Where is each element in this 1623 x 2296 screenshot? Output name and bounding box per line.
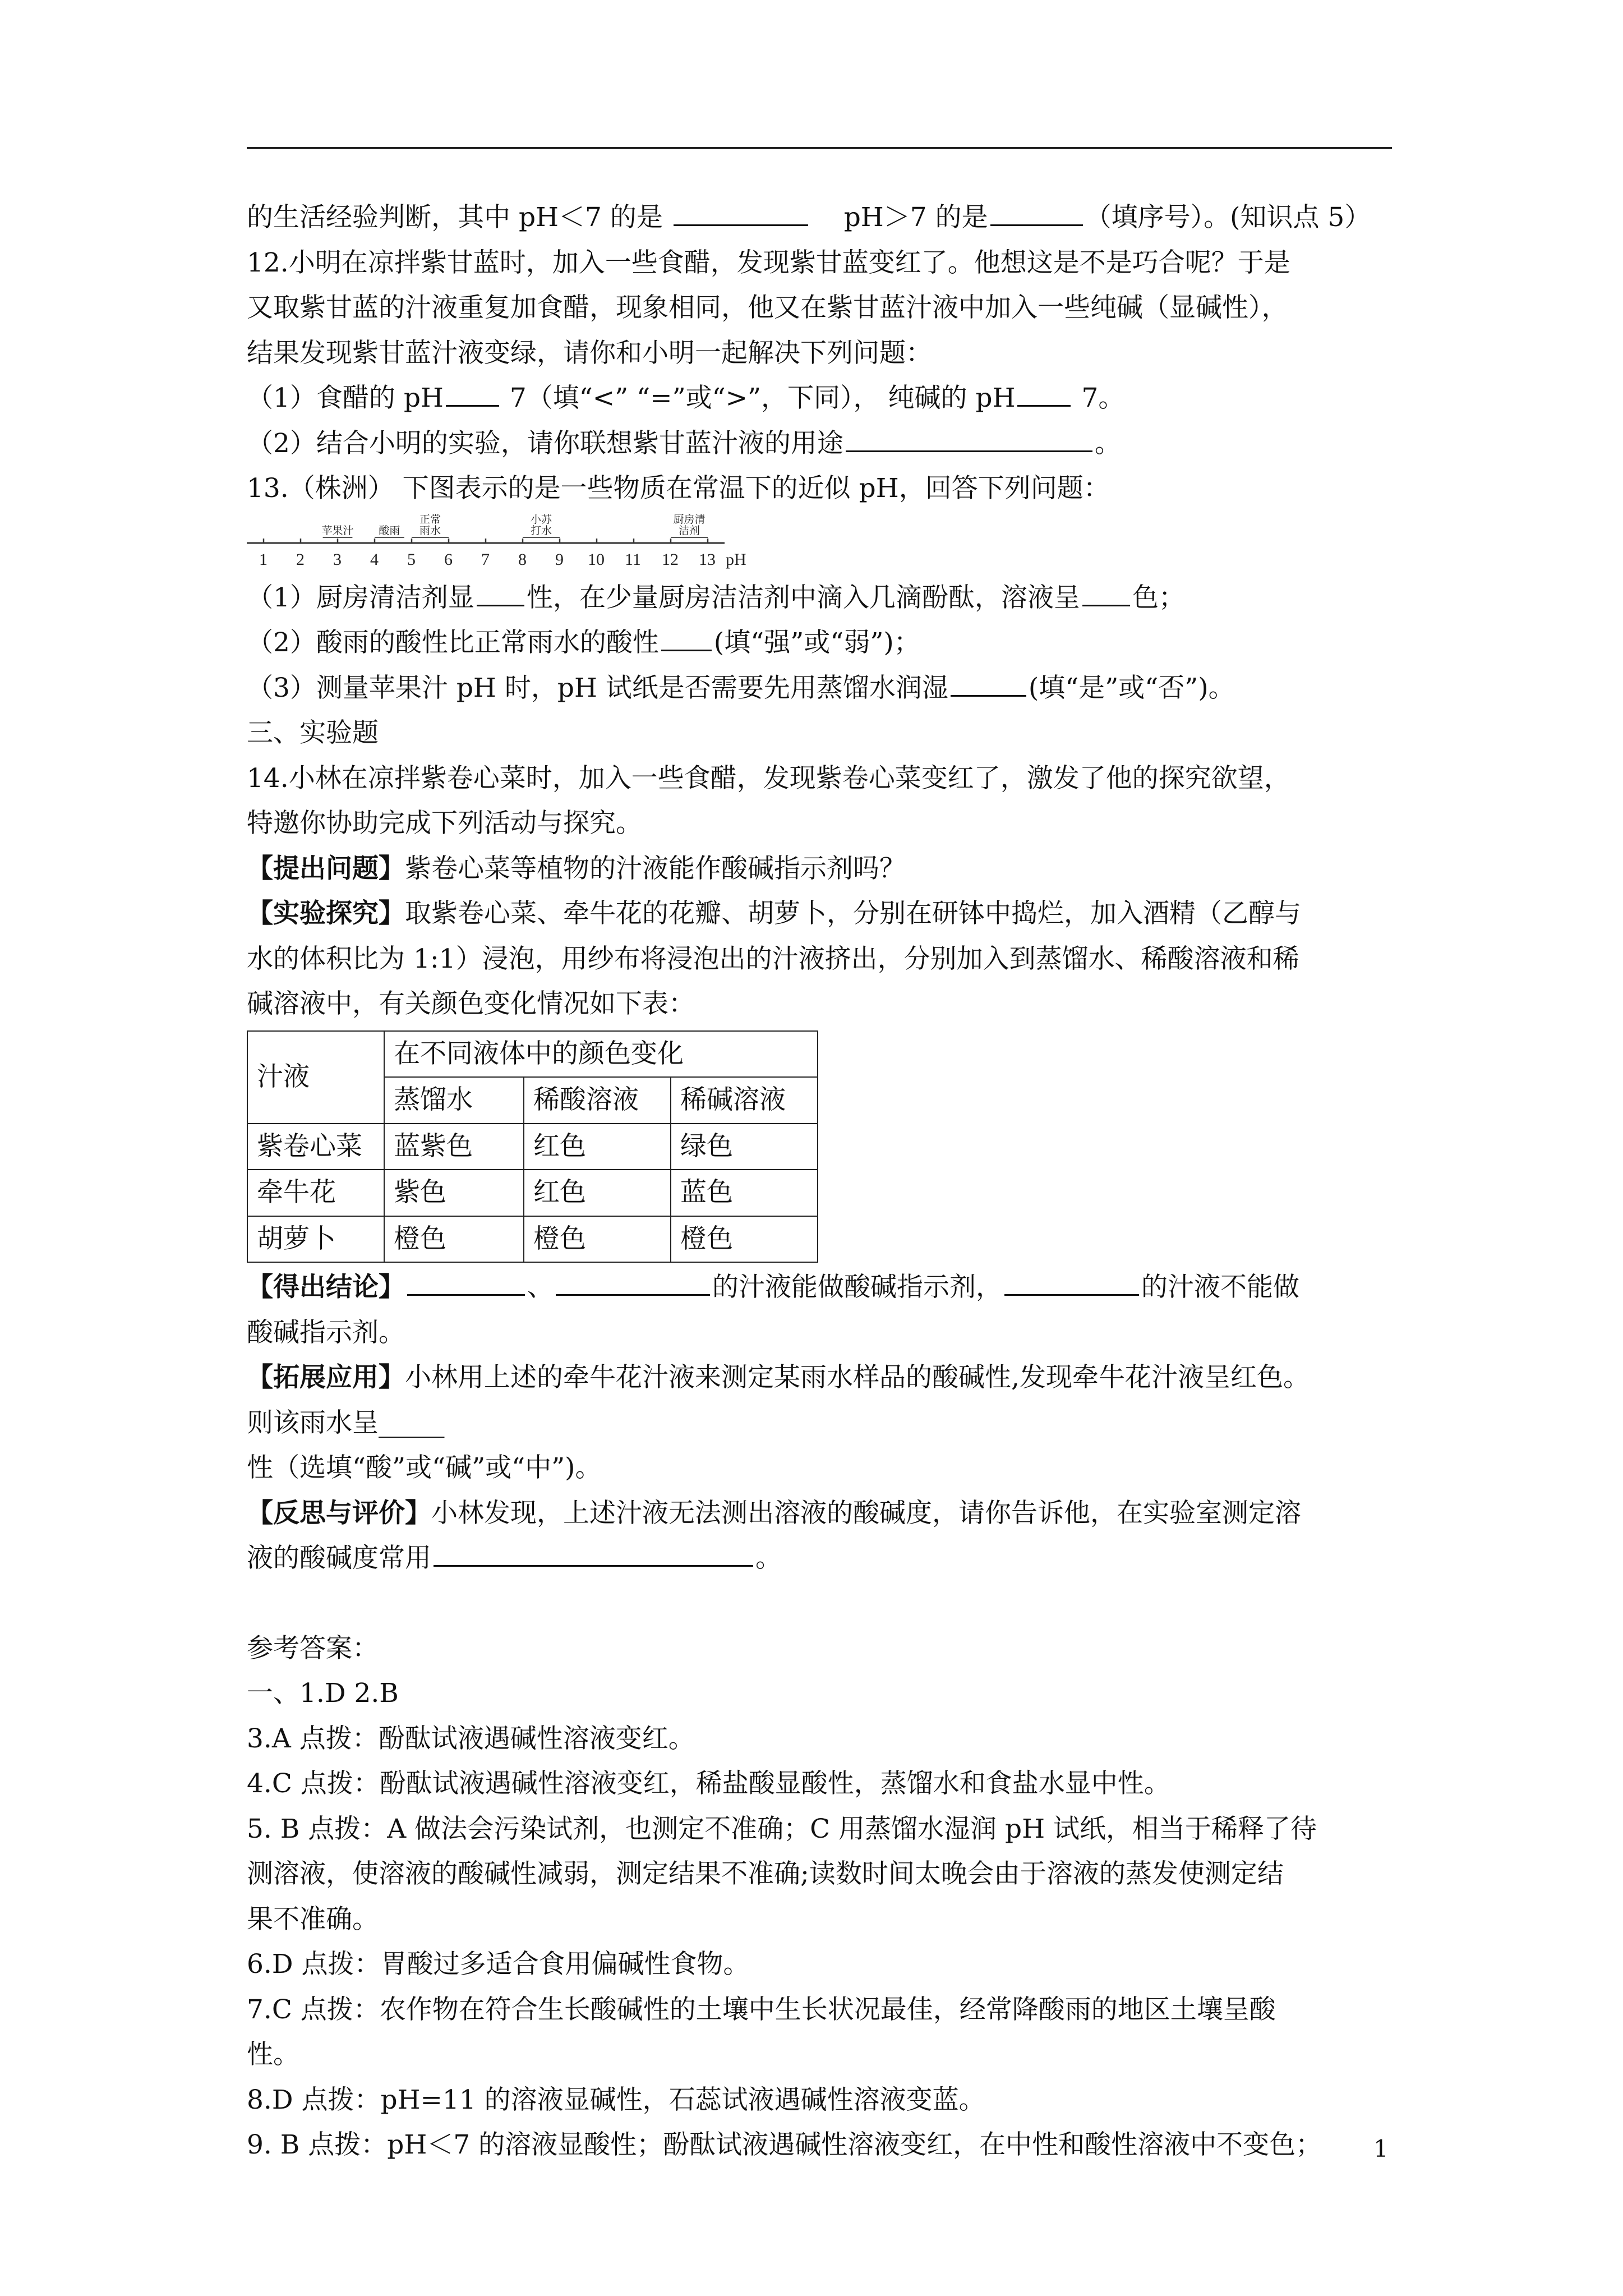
table-cell: 蓝色 <box>671 1170 818 1216</box>
q14-line-5: 水的体积比为 1:1）浸泡，用纱布将浸泡出的汁液挤出，分别加入到蒸馏水、稀酸溶液和稀 <box>247 943 1299 974</box>
ph-tick-label: 6 <box>444 550 453 569</box>
ph-tick-label: 9 <box>555 550 564 569</box>
q13-line-4: （3）测量苹果汁 pH 时，pH 试纸是否需要先用蒸馏水润湿 (填“是”或“否”)。 <box>247 666 1396 711</box>
page-number: 1 <box>1373 2135 1389 2162</box>
table-cell: 蓝紫色 <box>384 1124 524 1170</box>
ph-tick-label: 4 <box>370 550 379 569</box>
answer-line: 3.A 点拨：酚酞试液遇碱性溶液变红。 <box>247 1723 695 1754</box>
ph-tick-label: 7 <box>481 550 490 569</box>
answer-line: 5. B 点拨：A 做法会污染试剂，也测定不准确；C 用蒸馏水湿润 pH 试纸，相当于稀释了待 <box>247 1813 1317 1844</box>
table-header-cell: 蒸馏水 <box>384 1077 524 1124</box>
answer-blank[interactable] <box>1017 377 1071 407</box>
q14-line-4: 【实验探究】取紫卷心菜、牵牛花的花瓣、胡萝卜，分别在研钵中捣烂，加入酒精（乙醇与 <box>247 898 1301 929</box>
table-header-cell: 稀酸溶液 <box>524 1077 671 1124</box>
q14-line-2: 特邀你协助完成下列活动与探究。 <box>247 808 642 839</box>
q12-line-2: 又取紫甘蓝的汁液重复加食醋，现象相同，他又在紫甘蓝汁液中加入一些纯碱（显碱性）， <box>247 292 1288 323</box>
q12-line-3: 结果发现紫甘蓝汁液变绿，请你和小明一起解决下列问题： <box>247 337 932 369</box>
q13-line-2: （1）厨房清洁剂显 性，在少量厨房洁洁剂中滴入几滴酚酞，溶液呈 色； <box>247 576 1396 621</box>
ph-range-label: 酸雨 <box>379 524 400 537</box>
answer-line: 测溶液，使溶液的酸碱性减弱，测定结果不准确;读数时间太晚会由于溶液的蒸发使测定结 <box>247 1858 1284 1889</box>
answer-line: 8.D 点拨：pH=11 的溶液显碱性，石蕊试液遇碱性溶液变蓝。 <box>247 2084 985 2115</box>
answer-blank[interactable] <box>477 577 524 606</box>
q13-line-1: 13.（株洲） 下图表示的是一些物质在常温下的近似 pH，回答下列问题： <box>247 473 1110 504</box>
ph-tick-label: 11 <box>625 550 641 569</box>
table-header-row <box>247 1031 818 1078</box>
q13-line-3: （2）酸雨的酸性比正常雨水的酸性 (填“强”或“弱”)； <box>247 620 1396 666</box>
answer-blank[interactable] <box>407 1266 525 1296</box>
q12-line-4: （1）食醋的 pH 7（填“<” “=”或“>”，下同）， 纯碱的 pH 7。 <box>247 376 1396 421</box>
q14-line-3: 【提出问题】紫卷心菜等植物的汁液能作酸碱指示剂吗？ <box>247 853 906 884</box>
ph-range-label: 厨房清 洁剂 <box>673 513 706 537</box>
ph-scale-figure <box>247 514 808 576</box>
q14-line-6: 碱溶液中，有关颜色变化情况如下表： <box>247 988 695 1019</box>
answer-line: 果不准确。 <box>247 1903 379 1935</box>
table-row <box>247 1170 818 1216</box>
table-cell: 牵牛花 <box>247 1170 384 1216</box>
ph-range-label: 正常 雨水 <box>419 513 441 537</box>
answer-blank-text[interactable]: _____ <box>379 1407 445 1438</box>
q12-line-5: （2）结合小明的实验，请你联想紫甘蓝汁液的用途 。 <box>247 421 1396 467</box>
ph-tick-label: 5 <box>407 550 416 569</box>
answer-blank[interactable] <box>674 196 808 226</box>
ph-range-label: 苹果汁 <box>321 524 354 537</box>
q14-line-11: 性（选填“酸”或“碱”或“中”)。 <box>247 1452 602 1483</box>
answer-line: 性。 <box>247 2039 299 2070</box>
answer-blank[interactable] <box>556 1266 710 1296</box>
answer-blank[interactable] <box>446 377 499 407</box>
ph-tick-label: pH <box>726 550 746 569</box>
answer-line: 一、1.D 2.B <box>247 1678 399 1709</box>
q14-line-8: 酸碱指示剂。 <box>247 1317 405 1348</box>
table-header-cell: 在不同液体中的颜色变化 <box>384 1031 818 1078</box>
answer-blank[interactable] <box>990 196 1083 226</box>
table-cell: 红色 <box>524 1170 671 1216</box>
q14-line-12: 【反思与评价】小林发现，上述汁液无法测出溶液的酸碱度，请你告诉他，在实验室测定溶 <box>247 1497 1301 1529</box>
table-cell: 橙色 <box>524 1216 671 1263</box>
q12-line-1: 12.小明在凉拌紫甘蓝时，加入一些食醋，发现紫甘蓝变红了。他想这是不是巧合呢？于是 <box>247 247 1290 278</box>
q14-line-13: 液的酸碱度常用 。 <box>247 1536 1396 1581</box>
answer-blank[interactable] <box>846 422 1092 452</box>
answer-blank[interactable] <box>434 1537 753 1567</box>
answer-line: 6.D 点拨：胃酸过多适合食用偏碱性食物。 <box>247 1949 750 1980</box>
ph-tick-label: 8 <box>518 550 527 569</box>
answer-line: 4.C 点拨：酚酞试液遇碱性溶液变红，稀盐酸显酸性，蒸馏水和食盐水显中性。 <box>247 1768 1170 1799</box>
q14-line-1: 14.小林在凉拌紫卷心菜时，加入一些食醋，发现紫卷心菜变红了，激发了他的探究欲望， <box>247 762 1290 794</box>
table-header-cell: 汁液 <box>247 1031 384 1124</box>
ph-tick-label: 12 <box>662 550 679 569</box>
answer-line: 7.C 点拨：农作物在符合生长酸碱性的土壤中生长状况最佳，经常降酸雨的地区土壤呈酸 <box>247 1994 1276 2025</box>
document-body <box>247 195 1396 2168</box>
q14-line-10: 则该雨水呈_____ <box>247 1407 445 1438</box>
ph-tick-label: 13 <box>699 550 716 569</box>
section-3-heading: 三、实验题 <box>247 717 379 748</box>
table-header-cell: 稀碱溶液 <box>671 1077 818 1124</box>
color-change-table <box>247 1030 818 1263</box>
table-row <box>247 1216 818 1263</box>
ph-tick-label: 3 <box>333 550 342 569</box>
q14-line-7: 【得出结论】 、 的汁液能做酸碱指示剂， 的汁液不能做 <box>247 1265 1396 1310</box>
ph-tick-label: 1 <box>259 550 268 569</box>
answer-blank[interactable] <box>951 667 1026 697</box>
ph-tick-label: 10 <box>588 550 605 569</box>
answer-blank[interactable] <box>1082 577 1130 606</box>
header-rule <box>247 147 1392 149</box>
table-row <box>247 1124 818 1170</box>
table-cell: 绿色 <box>671 1124 818 1170</box>
answer-blank[interactable] <box>1004 1266 1139 1296</box>
ph-range-label: 小苏 打水 <box>530 513 552 537</box>
ph-tick-label: 2 <box>296 550 305 569</box>
table-cell: 红色 <box>524 1124 671 1170</box>
table-cell: 紫卷心菜 <box>247 1124 384 1170</box>
answer-blank[interactable] <box>661 622 712 651</box>
answer-line: 9. B 点拨：pH＜7 的溶液显酸性；酚酞试液遇碱性溶液变红，在中性和酸性溶液中不变色； <box>247 2129 1322 2160</box>
table-cell: 橙色 <box>384 1216 524 1263</box>
line-1: 的生活经验判断，其中 pH＜7 的是 pH＞7 的是 （填序号）。(知识点 5） <box>247 195 1396 241</box>
table-cell: 胡萝卜 <box>247 1216 384 1263</box>
table-cell: 橙色 <box>671 1216 818 1263</box>
table-cell: 紫色 <box>384 1170 524 1216</box>
q14-line-9: 【拓展应用】小林用上述的牵牛花汁液来测定某雨水样品的酸碱性,发现牵牛花汁液呈红色。 <box>247 1362 1310 1393</box>
answers-title: 参考答案： <box>247 1632 379 1664</box>
